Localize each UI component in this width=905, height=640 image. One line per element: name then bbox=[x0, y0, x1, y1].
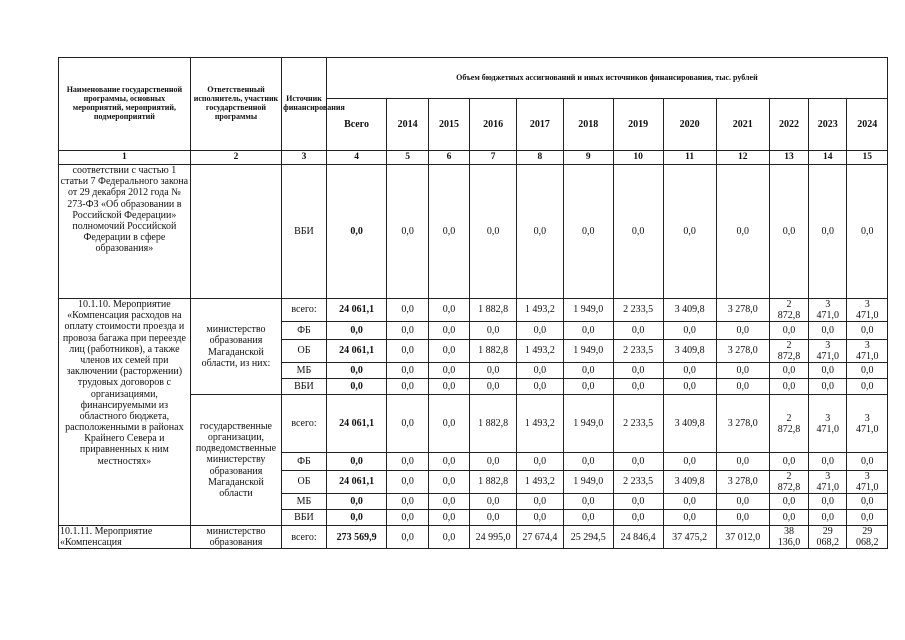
value-cell: 37 012,0 bbox=[716, 526, 769, 549]
column-numbers-row bbox=[59, 151, 888, 165]
value-cell: 29 068,2 bbox=[809, 526, 847, 549]
value-cell: 0,0 bbox=[613, 494, 663, 510]
column-number: 3 bbox=[282, 151, 327, 165]
value-cell: 0,0 bbox=[428, 453, 469, 471]
value-cell: 0,0 bbox=[663, 165, 716, 299]
value-cell: 0,0 bbox=[516, 379, 563, 395]
value-cell: 3 471,0 bbox=[847, 299, 888, 322]
value-cell: 24 995,0 bbox=[470, 526, 517, 549]
column-number: 7 bbox=[470, 151, 517, 165]
column-number: 13 bbox=[769, 151, 808, 165]
value-cell: 0,0 bbox=[470, 363, 517, 379]
value-cell: 0,0 bbox=[663, 510, 716, 526]
value-cell: 0,0 bbox=[716, 165, 769, 299]
executor: государственные организации, подведомственные министерству образования Магаданской области bbox=[190, 395, 281, 526]
value-cell: 0,0 bbox=[847, 322, 888, 340]
value-cell: 0,0 bbox=[716, 322, 769, 340]
value-cell: 0,0 bbox=[387, 471, 428, 494]
value-cell: 0,0 bbox=[809, 494, 847, 510]
value-cell: 0,0 bbox=[470, 494, 517, 510]
value-cell: 0,0 bbox=[387, 165, 428, 299]
funding-source: ВБИ bbox=[282, 165, 327, 299]
value-cell: 0,0 bbox=[470, 322, 517, 340]
value-cell: 0,0 bbox=[613, 322, 663, 340]
column-number: 1 bbox=[59, 151, 191, 165]
value-cell: 25 294,5 bbox=[563, 526, 613, 549]
value-cell: 2 872,8 bbox=[769, 299, 808, 322]
funding-source: МБ bbox=[282, 494, 327, 510]
value-cell: 0,0 bbox=[716, 379, 769, 395]
value-cell: 38 136,0 bbox=[769, 526, 808, 549]
column-number: 2 bbox=[190, 151, 281, 165]
value-cell: 0,0 bbox=[516, 453, 563, 471]
executor: министерство образования bbox=[190, 526, 281, 549]
value-cell: 0,0 bbox=[470, 510, 517, 526]
header-name: Наименование государственной программы, основных мероприятий, мероприятий, подмероприятий bbox=[59, 58, 191, 151]
value-cell: 2 233,5 bbox=[613, 471, 663, 494]
funding-source: ВБИ bbox=[282, 510, 327, 526]
value-cell: 0,0 bbox=[428, 471, 469, 494]
value-cell: 0,0 bbox=[326, 494, 387, 510]
value-cell: 29 068,2 bbox=[847, 526, 888, 549]
value-cell: 0,0 bbox=[769, 165, 808, 299]
column-number: 10 bbox=[613, 151, 663, 165]
funding-source: ВБИ bbox=[282, 379, 327, 395]
value-cell: 0,0 bbox=[563, 363, 613, 379]
value-cell: 0,0 bbox=[428, 322, 469, 340]
value-cell: 0,0 bbox=[613, 379, 663, 395]
value-cell: 3 278,0 bbox=[716, 299, 769, 322]
header-year-2024: 2024 bbox=[847, 99, 888, 151]
value-cell: 0,0 bbox=[663, 379, 716, 395]
column-number: 9 bbox=[563, 151, 613, 165]
value-cell: 0,0 bbox=[847, 165, 888, 299]
value-cell: 1 949,0 bbox=[563, 471, 613, 494]
value-cell: 1 493,2 bbox=[516, 395, 563, 453]
header-row-1 bbox=[59, 58, 888, 99]
value-cell: 0,0 bbox=[387, 363, 428, 379]
value-cell: 0,0 bbox=[387, 526, 428, 549]
header-year-2023: 2023 bbox=[809, 99, 847, 151]
value-cell: 0,0 bbox=[663, 363, 716, 379]
executor bbox=[190, 165, 281, 299]
value-cell: 1 493,2 bbox=[516, 471, 563, 494]
value-cell: 0,0 bbox=[516, 494, 563, 510]
value-cell: 0,0 bbox=[809, 165, 847, 299]
value-cell: 0,0 bbox=[613, 165, 663, 299]
executor: министерство образования Магаданской области, из них: bbox=[190, 299, 281, 395]
value-cell: 0,0 bbox=[428, 299, 469, 322]
value-cell: 0,0 bbox=[563, 322, 613, 340]
value-cell: 0,0 bbox=[470, 379, 517, 395]
value-cell: 0,0 bbox=[769, 363, 808, 379]
funding-source: ФБ bbox=[282, 453, 327, 471]
table-row bbox=[59, 165, 888, 299]
value-cell: 0,0 bbox=[326, 165, 387, 299]
value-cell: 0,0 bbox=[613, 510, 663, 526]
value-cell: 3 409,8 bbox=[663, 471, 716, 494]
value-cell: 1 882,8 bbox=[470, 340, 517, 363]
header-budget: Объем бюджетных ассигнований и иных источников финансирования, тыс. рублей bbox=[326, 58, 887, 99]
activity-name: соответствии с частью 1 статьи 7 Федерального закона от 29 декабря 2012 года № 273-ФЗ «Об образовании в Российской Федерации» полномочий Российской Федерации в сфере образования» bbox=[59, 165, 191, 299]
value-cell: 0,0 bbox=[387, 299, 428, 322]
value-cell: 0,0 bbox=[326, 363, 387, 379]
value-cell: 0,0 bbox=[428, 363, 469, 379]
value-cell: 2 233,5 bbox=[613, 340, 663, 363]
value-cell: 0,0 bbox=[716, 453, 769, 471]
value-cell: 0,0 bbox=[428, 379, 469, 395]
table-body bbox=[59, 58, 888, 549]
funding-source: всего: bbox=[282, 395, 327, 453]
column-number: 8 bbox=[516, 151, 563, 165]
value-cell: 0,0 bbox=[387, 395, 428, 453]
value-cell: 0,0 bbox=[326, 379, 387, 395]
column-number: 5 bbox=[387, 151, 428, 165]
value-cell: 0,0 bbox=[809, 363, 847, 379]
value-cell: 0,0 bbox=[428, 395, 469, 453]
value-cell: 3 471,0 bbox=[809, 471, 847, 494]
value-cell: 3 409,8 bbox=[663, 299, 716, 322]
value-cell: 0,0 bbox=[716, 510, 769, 526]
header-year-2022: 2022 bbox=[769, 99, 808, 151]
value-cell: 0,0 bbox=[769, 510, 808, 526]
value-cell: 273 569,9 bbox=[326, 526, 387, 549]
funding-source: ОБ bbox=[282, 471, 327, 494]
value-cell: 0,0 bbox=[663, 322, 716, 340]
value-cell: 3 471,0 bbox=[809, 340, 847, 363]
value-cell: 37 475,2 bbox=[663, 526, 716, 549]
funding-source: ФБ bbox=[282, 322, 327, 340]
column-number: 15 bbox=[847, 151, 888, 165]
header-year-2014: 2014 bbox=[387, 99, 428, 151]
value-cell: 0,0 bbox=[387, 379, 428, 395]
value-cell: 0,0 bbox=[516, 165, 563, 299]
budget-table bbox=[58, 57, 888, 549]
value-cell: 0,0 bbox=[516, 363, 563, 379]
value-cell: 0,0 bbox=[847, 494, 888, 510]
value-cell: 0,0 bbox=[716, 494, 769, 510]
value-cell: 0,0 bbox=[428, 494, 469, 510]
value-cell: 0,0 bbox=[663, 494, 716, 510]
column-number: 12 bbox=[716, 151, 769, 165]
value-cell: 0,0 bbox=[847, 379, 888, 395]
value-cell: 0,0 bbox=[769, 322, 808, 340]
value-cell: 2 233,5 bbox=[613, 299, 663, 322]
value-cell: 0,0 bbox=[563, 453, 613, 471]
header-year-2018: 2018 bbox=[563, 99, 613, 151]
value-cell: 0,0 bbox=[387, 340, 428, 363]
column-number: 11 bbox=[663, 151, 716, 165]
value-cell: 3 471,0 bbox=[847, 471, 888, 494]
value-cell: 0,0 bbox=[663, 453, 716, 471]
value-cell: 1 882,8 bbox=[470, 299, 517, 322]
funding-source: всего: bbox=[282, 299, 327, 322]
value-cell: 1 949,0 bbox=[563, 340, 613, 363]
value-cell: 0,0 bbox=[326, 322, 387, 340]
value-cell: 0,0 bbox=[428, 165, 469, 299]
header-year-2019: 2019 bbox=[613, 99, 663, 151]
value-cell: 3 471,0 bbox=[809, 299, 847, 322]
value-cell: 3 409,8 bbox=[663, 395, 716, 453]
value-cell: 24 061,1 bbox=[326, 340, 387, 363]
value-cell: 3 471,0 bbox=[809, 395, 847, 453]
value-cell: 0,0 bbox=[563, 165, 613, 299]
value-cell: 0,0 bbox=[769, 494, 808, 510]
activity-name: 10.1.10. Мероприятие «Компенсация расходов на оплату стоимости проезда и провоза багажа при переезде лиц (работников), а также членов их семей при заключении (расторжении) трудовых договоров с организациями, финансируемыми из областного бюджета, расположенными в районах Крайнего Севера и приравненных к ним местностях» bbox=[59, 299, 191, 526]
column-number: 14 bbox=[809, 151, 847, 165]
value-cell: 0,0 bbox=[809, 322, 847, 340]
value-cell: 2 872,8 bbox=[769, 395, 808, 453]
value-cell: 0,0 bbox=[847, 453, 888, 471]
funding-source: всего: bbox=[282, 526, 327, 549]
header-year-2017: 2017 bbox=[516, 99, 563, 151]
value-cell: 3 471,0 bbox=[847, 395, 888, 453]
value-cell: 0,0 bbox=[769, 453, 808, 471]
value-cell: 2 872,8 bbox=[769, 471, 808, 494]
value-cell: 1 949,0 bbox=[563, 299, 613, 322]
table-row bbox=[59, 299, 888, 322]
value-cell: 0,0 bbox=[387, 494, 428, 510]
value-cell: 3 409,8 bbox=[663, 340, 716, 363]
value-cell: 27 674,4 bbox=[516, 526, 563, 549]
value-cell: 0,0 bbox=[809, 379, 847, 395]
header-year-2021: 2021 bbox=[716, 99, 769, 151]
activity-name: 10.1.11. Мероприятие «Компенсация bbox=[59, 526, 191, 549]
value-cell: 0,0 bbox=[516, 510, 563, 526]
value-cell: 0,0 bbox=[387, 322, 428, 340]
header-year-total: Всего bbox=[326, 99, 387, 151]
value-cell: 0,0 bbox=[847, 363, 888, 379]
table-row bbox=[59, 526, 888, 549]
value-cell: 3 278,0 bbox=[716, 471, 769, 494]
funding-source: МБ bbox=[282, 363, 327, 379]
value-cell: 0,0 bbox=[470, 453, 517, 471]
header-year-2015: 2015 bbox=[428, 99, 469, 151]
column-number: 4 bbox=[326, 151, 387, 165]
value-cell: 0,0 bbox=[809, 453, 847, 471]
value-cell: 24 061,1 bbox=[326, 299, 387, 322]
value-cell: 0,0 bbox=[428, 526, 469, 549]
value-cell: 0,0 bbox=[428, 340, 469, 363]
value-cell: 1 882,8 bbox=[470, 471, 517, 494]
value-cell: 0,0 bbox=[613, 453, 663, 471]
value-cell: 1 949,0 bbox=[563, 395, 613, 453]
value-cell: 0,0 bbox=[470, 165, 517, 299]
value-cell: 1 493,2 bbox=[516, 340, 563, 363]
value-cell: 24 061,1 bbox=[326, 471, 387, 494]
header-executor: Ответственный исполнитель, участник государственной программы bbox=[190, 58, 281, 151]
header-year-2020: 2020 bbox=[663, 99, 716, 151]
value-cell: 0,0 bbox=[563, 510, 613, 526]
value-cell: 0,0 bbox=[563, 379, 613, 395]
value-cell: 24 846,4 bbox=[613, 526, 663, 549]
value-cell: 0,0 bbox=[847, 510, 888, 526]
value-cell: 2 872,8 bbox=[769, 340, 808, 363]
value-cell: 0,0 bbox=[516, 322, 563, 340]
value-cell: 3 278,0 bbox=[716, 340, 769, 363]
value-cell: 3 471,0 bbox=[847, 340, 888, 363]
value-cell: 2 233,5 bbox=[613, 395, 663, 453]
value-cell: 1 882,8 bbox=[470, 395, 517, 453]
funding-source: ОБ bbox=[282, 340, 327, 363]
value-cell: 0,0 bbox=[809, 510, 847, 526]
value-cell: 0,0 bbox=[387, 510, 428, 526]
value-cell: 0,0 bbox=[563, 494, 613, 510]
value-cell: 0,0 bbox=[428, 510, 469, 526]
value-cell: 24 061,1 bbox=[326, 395, 387, 453]
value-cell: 0,0 bbox=[326, 453, 387, 471]
value-cell: 0,0 bbox=[769, 379, 808, 395]
value-cell: 0,0 bbox=[613, 363, 663, 379]
header-source: Источник финансирования bbox=[282, 58, 327, 151]
value-cell: 0,0 bbox=[716, 363, 769, 379]
value-cell: 0,0 bbox=[387, 453, 428, 471]
column-number: 6 bbox=[428, 151, 469, 165]
header-year-2016: 2016 bbox=[470, 99, 517, 151]
value-cell: 1 493,2 bbox=[516, 299, 563, 322]
value-cell: 3 278,0 bbox=[716, 395, 769, 453]
value-cell: 0,0 bbox=[326, 510, 387, 526]
